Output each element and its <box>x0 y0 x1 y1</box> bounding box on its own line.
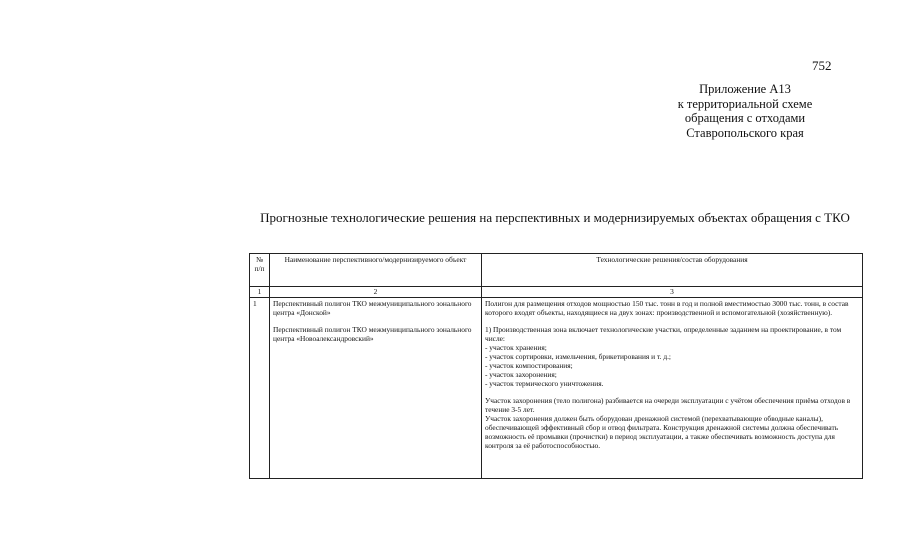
tech-paragraph-3: Участок захоронения (тело полигона) разбивается на очереди эксплуатации с учётом обеспечения приёма отходов в течение 3-5 лет. <box>485 396 851 414</box>
tech-list-item: - участок захоронения; <box>485 370 557 379</box>
tech-list-item: - участок хранения; <box>485 343 547 352</box>
appendix-line-2: к территориальной схеме <box>677 96 813 111</box>
object-name-cell <box>270 298 482 479</box>
table-row <box>250 298 863 479</box>
appendix-block <box>660 82 830 140</box>
tech-list-item: - участок сортировки, измельчения, брикетирования и т. д.; <box>485 352 671 361</box>
header-tech-solutions: Технологические решения/состав оборудования <box>482 254 863 287</box>
column-number: 2 <box>270 287 482 298</box>
tech-list-item: - участок компостирования; <box>485 361 573 370</box>
tech-paragraph-2: 1) Производственная зона включает технологические участки, определенные заданием на проектирование, в том числе: <box>485 325 842 343</box>
row-number: 1 <box>250 298 270 479</box>
object-name-novoaleksandrovsky: Перспективный полигон ТКО межмуниципального зонального центра «Новоалександровский» <box>273 325 472 343</box>
object-name-donskoy: Перспективный полигон ТКО межмуниципального зонального центра «Донской» <box>273 299 472 317</box>
tech-solutions-cell <box>482 298 863 479</box>
technology-table <box>249 253 863 479</box>
appendix-line-4: Ставропольского края <box>686 125 804 140</box>
tech-paragraph-1: Полигон для размещения отходов мощностью 150 тыс. тонн в год и полной вместимостью 3000 тыс. тонн, в состав которого входят объекты, находящиеся на двух зонах: производственной и вспомогательной (хозяйственную). <box>485 299 849 317</box>
column-number: 3 <box>482 287 863 298</box>
appendix-line-1: Приложение А13 <box>699 82 791 96</box>
tech-list-item: - участок термического уничтожения. <box>485 379 604 388</box>
column-number-row <box>250 287 863 298</box>
document-title: Прогнозные технологические решения на перспективных и модернизируемых объектах обращения с ТКО <box>260 210 850 225</box>
header-num: № п/п <box>250 254 270 287</box>
page-number: 752 <box>812 58 832 73</box>
appendix-line-3: обращения с отходами <box>684 111 806 125</box>
column-number: 1 <box>250 287 270 298</box>
tech-paragraph-4: Участок захоронения должен быть оборудован дренажной системой (перехватывающие обводные каналы), обеспечивающей эффективный сбор и отвод фильтрата. Конструкция дренажной системы должна обеспечивать возможность её промывки (прочистки) в период эксплуатации, а также обеспечивать возможность доступа для контроля за её работоспособностью. <box>485 414 839 450</box>
table-header-row <box>250 254 863 287</box>
header-object-name: Наименование перспективного/модернизируемого объект <box>270 254 482 287</box>
